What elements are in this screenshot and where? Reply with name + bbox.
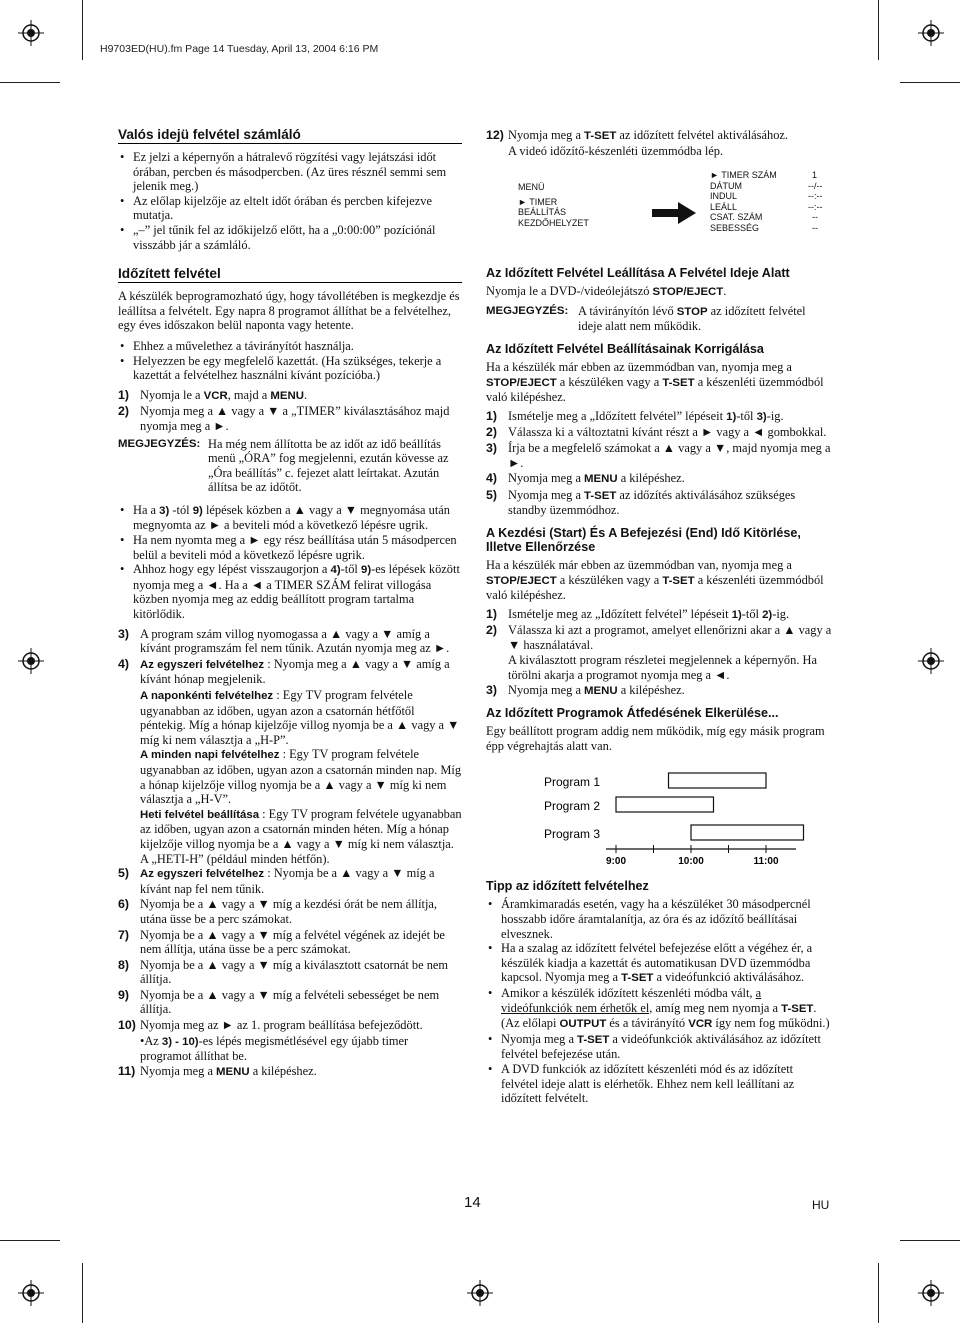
registration-mark-icon (918, 1280, 944, 1306)
osd-timer-screen: ► TIMER SZÁM 1 DÁTUM --/-- INDUL --:-- LEÁLL --:-- CSAT. SZÁM -- SEBESSÉG -- (710, 170, 823, 233)
step: 2) Nyomja meg a ▲ vagy a ▼ a „TIMER” kiválasztásához majd nyomja meg a ►. (118, 404, 450, 433)
step: 1) Ismételje meg a „Időzített felvétel” lépéseit 1)-től 3)-ig. (486, 408, 784, 423)
time-label: 10:00 (678, 856, 704, 868)
program-bar (691, 825, 804, 840)
paragraph: Ha a készülék már ebben az üzemmódban van, nyomja meg a STOP/EJECT a készüléken vagy a T-SET a készenléti üzemmódból való kilépéshez. (486, 557, 824, 603)
list-item: • Áramkimaradás esetén, vagy ha a készüléket 30 másodpercnél hosszabb időre áramtalanítja, az óra és az időzítő beállításai elvesznek. (486, 897, 832, 941)
section-title: Az Időzített Felvétel Beállításainak Korrigálása (486, 341, 764, 356)
program-label: Program 1 (544, 775, 601, 790)
page-number: 14 (464, 1194, 481, 1211)
step: 1) Nyomja le a VCR, majd a MENU. (118, 387, 308, 402)
crop-mark (900, 82, 960, 83)
program-bar (669, 773, 767, 788)
program-label: Program 2 (544, 799, 601, 814)
step: 3) A program szám villog nyomogassa a ▲ vagy a ▼ amíg a kívánt programszám fel nem tűnik. Azután nyomja meg az ►. (118, 626, 450, 656)
step: 4) Nyomja meg a MENU a kilépéshez. (486, 471, 685, 486)
step: 2) Válassza ki azt a programot, amelyet ellenőrizni akar a ▲ vagy a ▼ használatával. (486, 623, 832, 652)
step: 1) Ismételje meg az „Időzített felvétel” lépéseit 1)-től 2)-ig. (486, 606, 790, 621)
step: 12) Nyomja meg a T-SET az időzített felvétel aktiválásához. A videó időzítő-készenléti üzemmódba lép. (486, 128, 788, 158)
time-label: 9:00 (605, 856, 627, 868)
step: 11) Nyomja meg a MENU a kilépéshez. (118, 1063, 317, 1078)
step: 4) Az egyszeri felvételhez : Nyomja meg a ▲ vagy a ▼ amíg a kívánt hónap megjelenik. (118, 656, 450, 687)
registration-mark-icon (18, 20, 44, 46)
crop-mark (900, 1240, 960, 1241)
step: 5) Az egyszeri felvételhez : Nyomja be a ▲ vagy a ▼ míg a kívánt nap fel nem tűnik. (118, 866, 435, 896)
language-code: HU (812, 1198, 830, 1212)
list-item: • Ha a szalag az időzített felvétel befejezése előtt a végéhez ér, a készülék kiadja a kazettát és automatikusan DVD üzemmódba kapcsol. Nyomja meg a T-SET a videófunkció aktiválásához. (486, 941, 832, 986)
step: 3) Nyomja meg a MENU a kilépéshez. (486, 682, 685, 697)
time-label: 11:00 (753, 856, 779, 868)
program-label: Program 3 (544, 827, 601, 842)
list-item: • A DVD funkciók az időzített készenléti mód és az időzített felvétel ideje alatt is elérhetők. Ehhez nem kell leállítani az időzített felvételt. (486, 1062, 832, 1106)
right-column (486, 128, 832, 1111)
paragraph: Nyomja le a DVD-/videólejátszó STOP/EJECT. (486, 284, 727, 299)
note: MEGJEGYZÉS: Ha még nem állította be az időt az idő beállítás menü „ÓRA” fog megjelenni, ezután kövesse az „Óra beállítás” c. fejezet alatt leírtakat. Azután állítsa be az időtőt. (118, 436, 449, 495)
registration-mark-icon (18, 1280, 44, 1306)
file-header: H9703ED(HU).fm Page 14 Tuesday, April 13, 2004 6:16 PM (100, 43, 379, 55)
registration-mark-icon (918, 648, 944, 674)
step: 9) Nyomja be a ▲ vagy a ▼ míg a felvételi sebességet be nem állítja. (118, 987, 440, 1017)
registration-mark-icon (918, 20, 944, 46)
section-title: Valós idejü felvétel számláló (118, 128, 462, 144)
list-item: • Ha nem nyomta meg a ► egy rész beállítása után 5 másodpercen belül a beviteli mód a következő lépésre ugrik. (118, 533, 462, 562)
list-item: • Amikor a készülék időzített készenléti módba vált, a videófunkciók nem érhetők el, amíg meg nem nyomja a T-SET. (Az előlapi OUTPUT és a távirányító VCR így nem fog működni.) (486, 986, 832, 1032)
crop-mark (82, 0, 83, 60)
section-title: Időzített felvétel (118, 267, 462, 283)
list-item: • Ez jelzi a képernyőn a hátralevő rögzítési vagy lejátszási időt órában, percben és másodpercben. (Az üres résznél semmi sem jelenik meg.) (118, 150, 462, 194)
list-item: • Nyomja meg a T-SET a videófunkciók aktiválásához az időzített felvétel befejezése után. (486, 1032, 832, 1062)
program-overlap-diagram (486, 759, 832, 871)
list-item: • Ha a 3) -tól 9) lépések közben a ▲ vagy a ▼ megnyomása után megnyomta az ► a beviteli mód a következő lépésre ugrik. (118, 503, 462, 533)
step-detail: A „HETI-H” (például minden hétfőn). (140, 851, 330, 866)
paragraph: Ha a készülék már ebben az üzemmódban van, nyomja meg a STOP/EJECT a készüléken vagy a T-SET a készenléti üzemmódból való kilépéshez. (486, 359, 824, 405)
step: 7) Nyomja be a ▲ vagy a ▼ míg a felvétel végének az idejét be nem állítja, utána üsse be a perc számokat. (118, 927, 445, 957)
step-detail: Heti felvétel beállítása : Egy TV program felvétele ugyanabban az időben, ugyan azon a csatornán minden héten. Míg a hónap kijelzője villog nyomja be a ▲ vagy a ▼ míg ki nem választja. (140, 806, 462, 851)
crop-mark (0, 82, 60, 83)
list-item: • Ehhez a művelethez a távirányítót használja. (118, 339, 462, 354)
section-title: Az Időzített Programok Átfedésének Elkerülése... (486, 706, 779, 721)
step: 6) Nyomja be a ▲ vagy a ▼ míg a kezdési órát be nem állítja, utána üsse be a perc számokat. (118, 897, 438, 926)
step-detail: A naponkénti felvételhez : Egy TV program felvétele ugyanabban az időben, ugyan azon a csatornán hétfőtől péntekig. Míg a hónap kijelzője villog nyomja be a ▲ vagy a ▼ míg ki nem választja a „H-P”. (140, 688, 460, 747)
registration-mark-icon (467, 1280, 493, 1306)
note: MEGJEGYZÉS: A távirányítón lévő STOP az időzített felvétel ideje alatt nem működik. (486, 303, 806, 334)
section-title: Tipp az időzített felvételhez (486, 879, 649, 894)
step-detail: A kiválasztott program részletei megjelennek a képernyőn. Ha törölni akarja a programot nyomja meg a ◄. (508, 653, 817, 683)
step-detail: A minden napi felvételhez : Egy TV program felvétele ugyanabban az időben, ugyan azon a csatornán minden nap. Míg a hónap kijelzője villog nyomja be a ▲ vagy a ▼ míg ki nem választja a „H-V”. (140, 747, 462, 807)
step: 10) Nyomja meg az ► az 1. program beállítása befejeződött. (118, 1018, 423, 1033)
step-detail: •Az 3) - 10)-es lépés megismétlésével egy újabb timer programot állíthat be. (140, 1033, 409, 1064)
osd-menu-screen: MENÜ ► TIMER BEÁLLÍTÁS KEZDŐHELYZET (518, 182, 589, 228)
bullet-list (486, 897, 832, 1105)
list-item: • Ahhoz hogy egy lépést visszaugorjon a 4)-től 9)-es lépések között nyomja meg a ◄. Ha a ◄ a TIMER SZÁM felirat villogása közben nyomja meg az eddig beállított program tartalma kitörlődik. (118, 562, 462, 621)
step: 5) Nyomja meg a T-SET az időzítés aktiválásához szükséges standby üzemmódhoz. (486, 487, 796, 518)
bullet-list (118, 150, 462, 252)
registration-mark-icon (18, 648, 44, 674)
osd-illustration (486, 168, 832, 258)
left-column (118, 128, 462, 1080)
section-title: Az Időzített Felvétel Leállítása A Felvétel Ideje Alatt (486, 266, 790, 281)
bullet-list (118, 339, 462, 383)
crop-mark (878, 0, 879, 60)
step: 8) Nyomja be a ▲ vagy a ▼ míg a kiválasztott csatornát be nem állítja. (118, 957, 449, 987)
arrow-right-icon (652, 202, 696, 224)
list-item: • Az előlap kijelzője az eltelt időt órában és percben kifejezve mutatja. (118, 194, 462, 223)
crop-mark (82, 1263, 83, 1323)
paragraph: A készülék beprogramozható úgy, hogy távollétében is megkezdje és leállítsa a felvételt. Egy napra 8 programot állíthat be a felvételhez, egy éves időszakon belül naponta vagy hetente. (118, 289, 460, 333)
step: 3) Írja be a megfelelő számokat a ▲ vagy a ▼, majd nyomja meg a ►. (486, 440, 831, 470)
list-item: • „–” jel tűnik fel az időkijelző előtt, ha a „0:00:00” pozíciónál visszább jár a számláló. (118, 223, 462, 252)
paragraph: Egy beállított program addig nem működik, míg egy másik program épp végrehajtás alatt van. (486, 724, 825, 753)
step: 2) Válassza ki a változtatni kívánt részt a ► vagy a ◄ gombokkal. (486, 425, 827, 440)
crop-mark (878, 1263, 879, 1323)
bullet-list (118, 503, 462, 622)
section-title: A Kezdési (Start) És A Befejezési (End) Idő Kitörlése, Illetve Ellenőrzése (486, 525, 801, 554)
program-bar (616, 797, 714, 812)
crop-mark (0, 1240, 60, 1241)
list-item: • Helyezzen be egy megfelelő kazettát. (Ha szükséges, tekerje a kazettát a felvételhez használni kívánt pozícióba.) (118, 354, 462, 383)
